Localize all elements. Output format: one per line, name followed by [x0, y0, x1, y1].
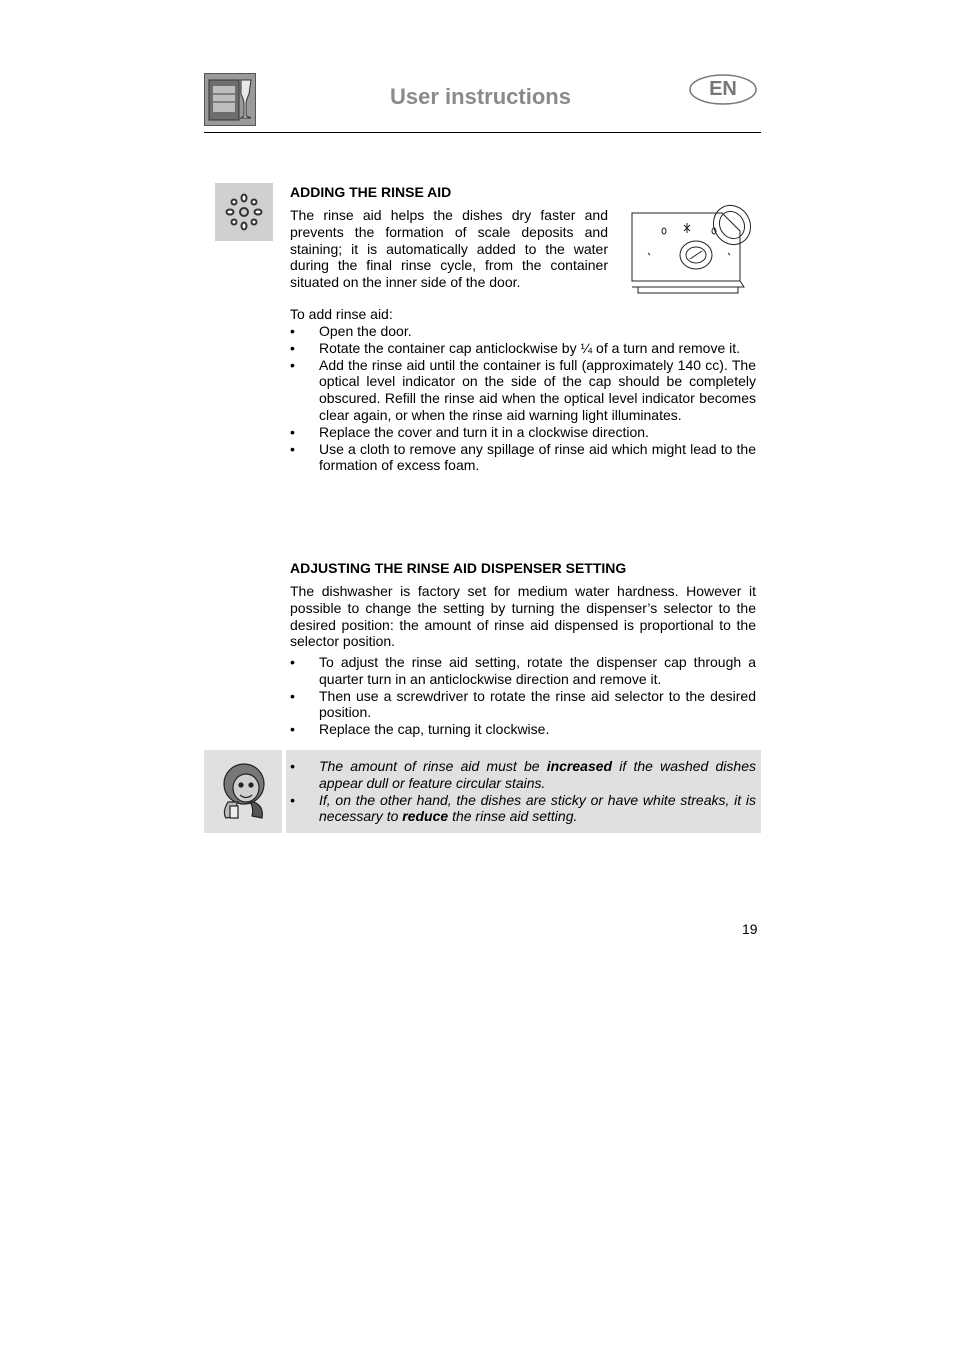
note-2-text-b: the rinse aid setting.: [448, 808, 578, 825]
note-1-text-b: if the washed dishes appear dull or feature circular stains.: [319, 758, 756, 791]
adjusting-dispenser-steps: [290, 654, 756, 738]
dishwasher-glass-icon: [204, 73, 256, 126]
list-item: • Open the door.: [290, 323, 756, 340]
steps-intro: To add rinse aid:: [290, 306, 393, 322]
advice-character-icon: [204, 750, 282, 833]
list-item: [290, 792, 756, 826]
page-number: 19: [742, 921, 758, 937]
language-badge: EN: [709, 78, 737, 100]
list-item: • To adjust the rinse aid setting, rotate the dispenser cap through a quarter turn in an anticlockwise direction and remove it.: [290, 654, 756, 688]
section-intro-adjusting-dispenser: The dishwasher is factory set for medium water hardness. However it possible to change the setting by turning the dispenser’s selector to the desired position: the amount of rinse aid dispensed is proportional to the selector position.: [290, 583, 756, 650]
note-list: [290, 758, 756, 825]
note-1-text-a: The amount of rinse aid must be: [319, 758, 547, 774]
sun-rinse-aid-icon: [215, 183, 273, 241]
rinse-aid-dispenser-illustration: [628, 203, 758, 295]
list-item: • Add the rinse aid until the container is full (approximately 140 cc). The optical level indicator on the side of the cap should be completely obscured. Refill the rinse aid when the optical level indicator becomes clear again, or when the rinse aid warning light illuminates.: [290, 357, 756, 424]
page-title: User instructions: [390, 84, 571, 109]
list-item: • Use a cloth to remove any spillage of rinse aid which might lead to the formation of excess foam.: [290, 441, 756, 475]
adding-rinse-aid-steps: [290, 323, 756, 474]
list-item: • Then use a screwdriver to rotate the rinse aid selector to the desired position.: [290, 688, 756, 722]
section-title-adjusting-dispenser: ADJUSTING THE RINSE AID DISPENSER SETTING: [290, 560, 627, 576]
header-divider: [204, 132, 761, 133]
list-item: • Rotate the container cap anticlockwise by ¼ of a turn and remove it.: [290, 340, 756, 357]
section-title-adding-rinse-aid: ADDING THE RINSE AID: [290, 184, 452, 200]
note-2-text-a: If, on the other hand, the dishes are sticky or have white streaks, it is necessary to: [319, 791, 756, 825]
note-1-emphasis: increased: [546, 758, 613, 774]
list-item: [290, 758, 756, 792]
note-2-emphasis: reduce: [402, 808, 449, 825]
list-item: • Replace the cap, turning it clockwise.: [290, 721, 756, 738]
section-intro-adding-rinse-aid: The rinse aid helps the dishes dry faster and prevents the formation of scale deposits and staining; it is automatically added to the water during the final rinse cycle, from the container situated on the inner side of the door.: [290, 207, 608, 291]
list-item: • Replace the cover and turn it in a clockwise direction.: [290, 424, 756, 441]
